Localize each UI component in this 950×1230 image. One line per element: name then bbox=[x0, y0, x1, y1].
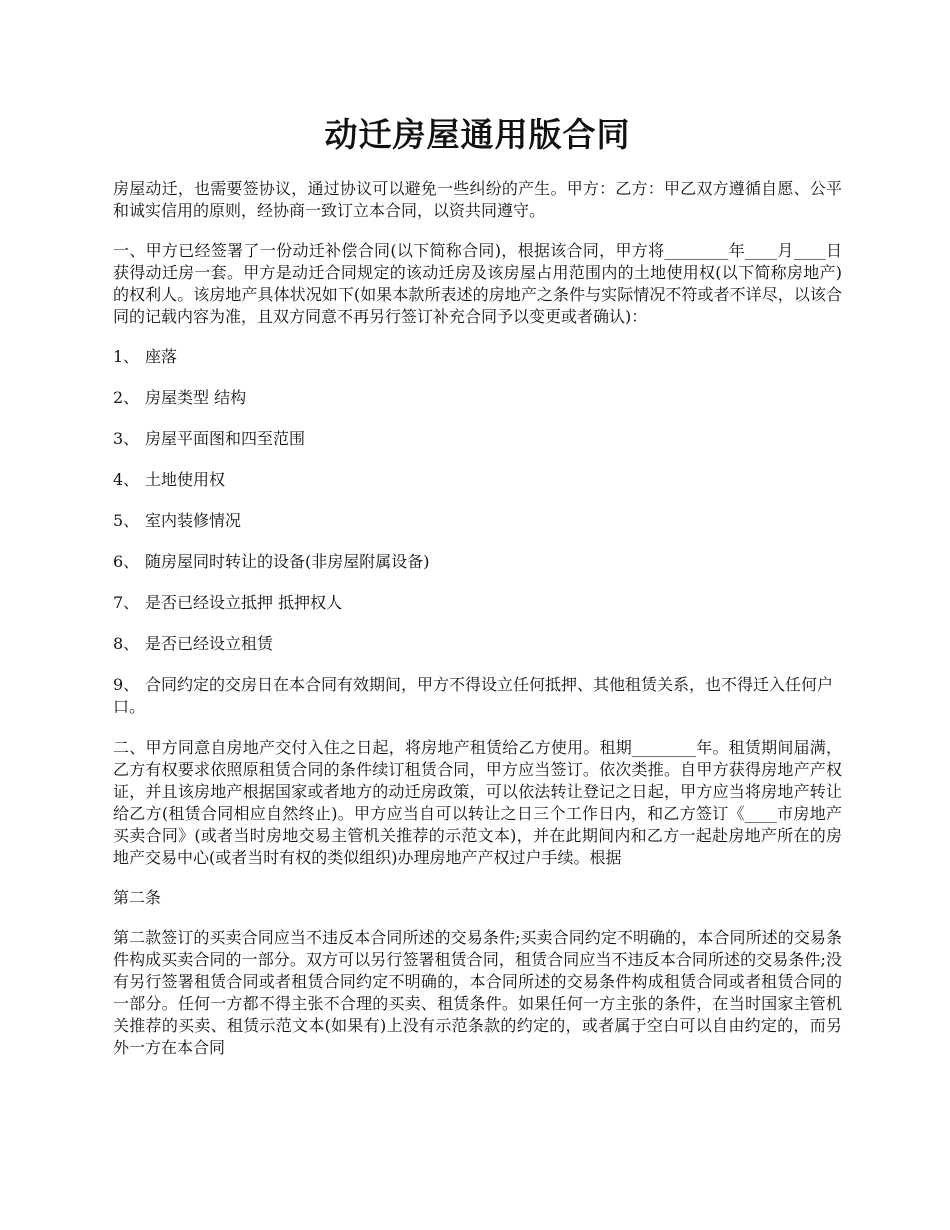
item-text: 房屋平面图和四至范围 bbox=[145, 429, 306, 448]
clause-one-paragraph: 一、甲方已经签署了一份动迁补偿合同(以下简称合同)，根据该合同，甲方将________年____月____日获得动迁房一套。甲方是动迁合同规定的该动迁房及该房屋占用范围内的土地使用权(以下简称房地产)的权利人。该房地产具体状况如下(如果本款所表述的房地产之条件与实际情况不符或者不详尽，以该合同的记载内容为准，且双方同意不再另行签订补充合同予以变更或者确认)： bbox=[113, 241, 842, 326]
list-item bbox=[113, 346, 842, 368]
item-text: 随房屋同时转让的设备(非房屋附属设备) bbox=[145, 552, 430, 571]
list-item bbox=[113, 510, 842, 532]
item-number: 1、 bbox=[113, 347, 140, 366]
item-text: 室内装修情况 bbox=[145, 511, 242, 530]
item-number: 2、 bbox=[113, 388, 140, 407]
item-text: 座落 bbox=[145, 347, 178, 366]
document-title: 动迁房屋通用版合同 bbox=[324, 115, 631, 154]
item-number: 9、 bbox=[113, 675, 140, 694]
item-text: 合同约定的交房日在本合同有效期间，甲方不得设立任何抵押、其他租赁关系，也不得迁入任何户口。 bbox=[113, 675, 834, 716]
list-item bbox=[113, 469, 842, 491]
item-number: 4、 bbox=[113, 470, 140, 489]
list-item bbox=[113, 551, 842, 573]
intro-paragraph: 房屋动迁，也需要签协议，通过协议可以避免一些纠纷的产生。甲方：乙方：甲乙双方遵循自愿、公平和诚实信用的原则，经协商一致订立本合同，以资共同遵守。 bbox=[113, 179, 842, 220]
item-number: 7、 bbox=[113, 593, 140, 612]
list-item bbox=[113, 428, 842, 450]
item-text: 是否已经设立租赁 bbox=[145, 634, 274, 653]
item-text: 房屋类型 结构 bbox=[145, 388, 247, 407]
item-number: 5、 bbox=[113, 511, 140, 530]
list-item bbox=[113, 387, 842, 409]
clause-two-paragraph: 二、甲方同意自房地产交付入住之日起，将房地产租赁给乙方使用。租期________年。租赁期间届满，乙方有权要求依照原租赁合同的条件续订租赁合同，甲方应当签订。依次类推。自甲方获得房地产产权证，并且该房地产根据国家或者地方的动迁房政策，可以依法转让登记之日起，甲方应当将房地产转让给乙方(租赁合同相应自然终止)。甲方应当自可以转让之日三个工作日内，和乙方签订《____市房地产买卖合同》(或者当时房地交易主管机关推荐的示范文本)，并在此期间内和乙方一起赴房地产所在的房地产交易中心(或者当时有权的类似组织)办理房地产产权过户手续。根据 bbox=[113, 738, 842, 867]
item-number: 8、 bbox=[113, 634, 140, 653]
section-heading: 第二条 bbox=[113, 888, 162, 907]
item-number: 6、 bbox=[113, 552, 140, 571]
list-item bbox=[113, 592, 842, 614]
list-item bbox=[113, 633, 842, 655]
list-item bbox=[113, 674, 842, 718]
item-number: 3、 bbox=[113, 429, 140, 448]
clause-three-paragraph: 第二款签订的买卖合同应当不违反本合同所述的交易条件;买卖合同约定不明确的，本合同所述的交易条件构成买卖合同的一部分。双方可以另行签署租赁合同，租赁合同应当不违反本合同所述的交易条件;没有另行签署租赁合同或者租赁合同约定不明确的，本合同所述的交易条件构成租赁合同或者租赁合同的一部分。任何一方都不得主张不合理的买卖、租赁条件。如果任何一方主张的条件，在当时国家主管机关推荐的买卖、租赁示范文本(如果有)上没有示范条款的约定的，或者属于空白可以自由约定的，而另外一方在本合同 bbox=[113, 928, 842, 1057]
item-text: 是否已经设立抵押 抵押权人 bbox=[145, 593, 343, 612]
item-text: 土地使用权 bbox=[145, 470, 226, 489]
